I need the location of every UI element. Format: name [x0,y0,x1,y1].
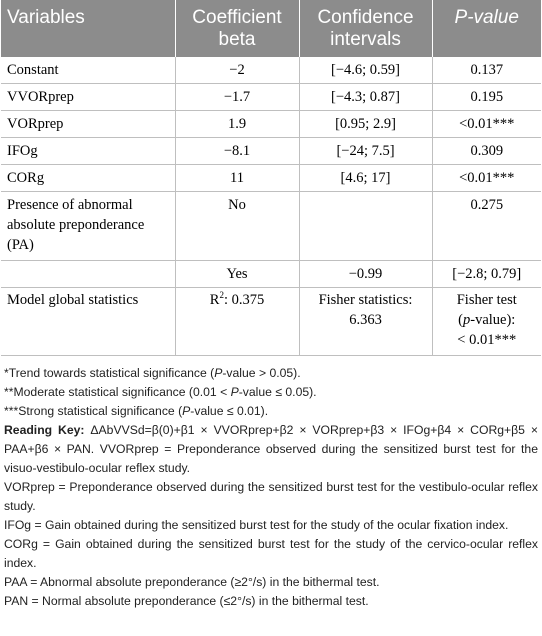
table-row [1,138,541,165]
cell-variable: VORprep [1,111,175,138]
cell-p: 0.137 [432,57,541,84]
cell-ci: [0.95; 2.9] [299,111,432,138]
cell-p: <0.01*** [432,111,541,138]
fisher-test-line-3: < 0.01*** [457,332,517,348]
header-confidence-intervals: Confidence intervals [299,0,432,57]
footnote-text: **Moderate statistical significance (0.01 < [4,385,231,399]
cell-beta: 1.9 [175,111,299,138]
table-row [1,165,541,192]
footnote-trend [4,364,538,383]
r2-value: : 0.375 [223,292,265,308]
cell-p: [−2.8; 0.79] [432,261,541,288]
cell-ci: −0.99 [299,261,432,288]
cell-variable: Presence of abnormal absolute preponderance (PA) [1,192,175,261]
cell-ci: [−24; 7.5] [299,138,432,165]
definition-ifog: IFOg = Gain obtained during the sensitized burst test for the study of the ocular fixation index. [4,518,509,532]
model-fisher-statistics: Fisher statistics: 6.363 [299,288,432,356]
cell-beta: Yes [175,261,299,288]
cell-variable: Constant [1,57,175,84]
footnote-text: -value > 0.05). [222,366,301,380]
cell-ci: [−4.3; 0.87] [299,84,432,111]
cell-beta: No [175,192,299,261]
cell-beta: −2 [175,57,299,84]
cell-ci: [−4.6; 0.59] [299,57,432,84]
cell-variable: CORg [1,165,175,192]
table-footnotes [1,356,541,611]
definition-vorprep: VORprep = Preponderance observed during the sensitized burst test for the vestibulo-ocular reflex study. [4,480,538,513]
cell-p: <0.01*** [432,165,541,192]
header-p-value [432,0,541,57]
footnote-text: *Trend towards statistical significance ( [4,366,215,380]
header-p-value-text: P-value [454,7,519,28]
reading-key-label: Reading Key: [4,423,85,437]
footnote-italic: P [230,385,239,399]
definition-pan: PAN = Normal absolute preponderance (≤2°/s) in the bithermal test. [4,594,369,608]
model-fisher-test [432,288,541,356]
table-row [1,192,541,261]
reading-key-formula: ΔAbVVSd=β(0)+β1 × VVORprep+β2 × VORprep+β3 × IFOg+β4 × CORg+β5 × PAA+β6 × PAN. [4,423,538,456]
table-row [1,84,541,111]
footnote-strong [4,402,538,421]
cell-variable: VVORprep [1,84,175,111]
table-row [1,261,541,288]
model-stats-row [1,288,541,356]
footnote-text: -value ≤ 0.01). [190,404,269,418]
cell-beta: 11 [175,165,299,192]
footnote-text: ***Strong statistical significance ( [4,404,183,418]
header-row [1,0,541,57]
r2-prefix: R [209,292,220,308]
definition-vvorprep: VVORprep = Preponderance observed during the sensitized burst test for the visuo-vestibulo-ocular reflex study. [4,442,538,475]
footnote-italic: P [214,366,223,380]
cell-p: 0.275 [432,192,541,261]
table-body [1,57,541,356]
cell-ci [299,192,432,261]
footnote-text: -value ≤ 0.05). [238,385,317,399]
fisher-paren: ( [458,312,463,328]
footnote-italic: P [182,404,191,418]
cell-variable [1,261,175,288]
table-row [1,111,541,138]
definition-paa: PAA = Abnormal absolute preponderance (≥2°/s) in the bithermal test. [4,575,380,589]
model-r2 [175,288,299,356]
model-label: Model global statistics [1,288,175,356]
cell-beta: −1.7 [175,84,299,111]
cell-ci: [4.6; 17] [299,165,432,192]
fisher-test-line-2 [439,310,536,330]
header-variables: Variables [1,0,175,57]
fisher-test-line-1: Fisher test [456,292,517,308]
fisher-p-italic: p [463,312,471,328]
cell-variable: IFOg [1,138,175,165]
r2-sup: 2 [219,290,224,301]
cell-beta: −8.1 [175,138,299,165]
header-coefficient-beta: Coefficient beta [175,0,299,57]
table-row [1,57,541,84]
cell-p: 0.309 [432,138,541,165]
reading-key [4,421,538,478]
regression-table [1,0,541,356]
fisher-p-suffix: -value): [470,312,516,328]
cell-p: 0.195 [432,84,541,111]
definition-corg: CORg = Gain obtained during the sensitized burst test for the study of the cervico-ocular reflex index. [4,537,538,570]
footnote-moderate [4,383,538,402]
table-header [1,0,541,57]
